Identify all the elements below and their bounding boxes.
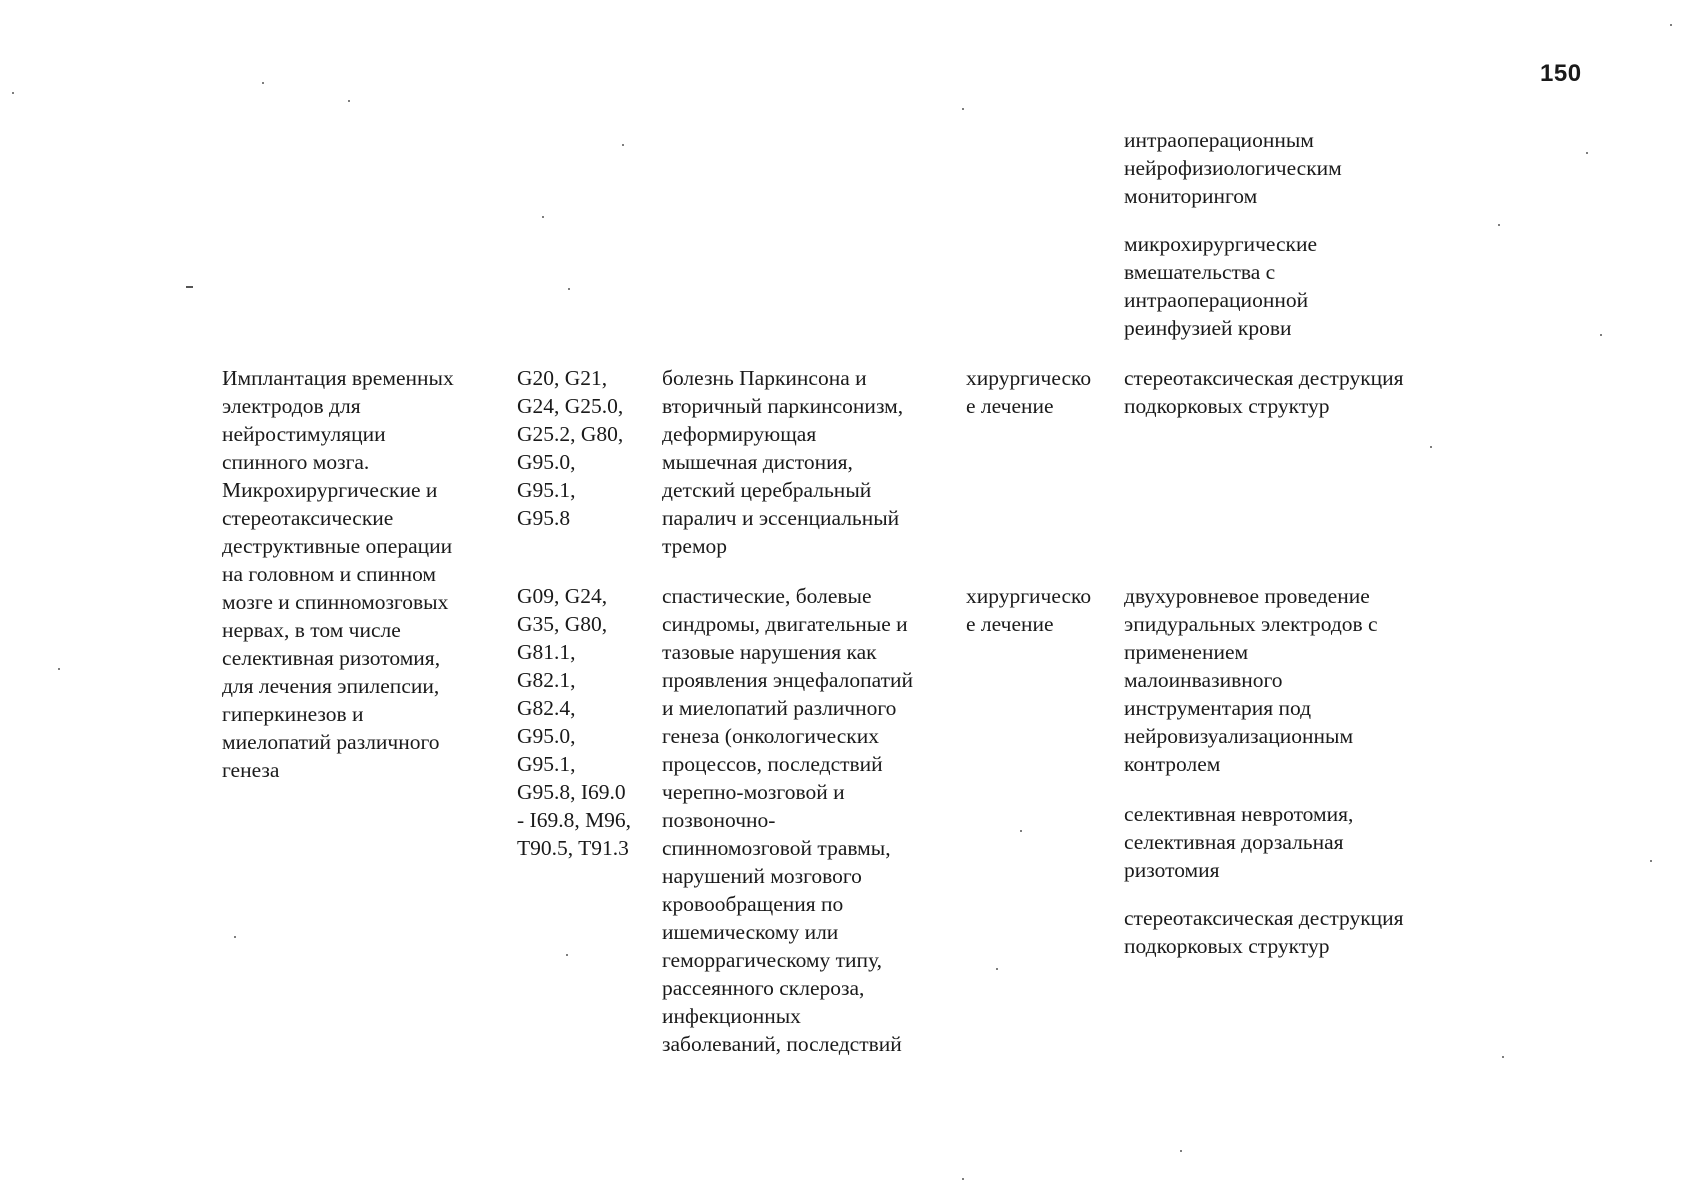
scan-speck <box>1670 24 1672 26</box>
diagnosis-cell: болезнь Паркинсона и вторичный паркинсонизм, деформирующая мышечная дистония, детский церебральный паралич и эссенциальный тремор <box>662 366 904 558</box>
scan-speck <box>58 668 60 670</box>
scan-speck <box>962 108 964 110</box>
procedure-cell: интраоперационным нейрофизиологическим мониторингом <box>1124 128 1342 208</box>
icd-codes-cell: G09, G24, G35, G80, G81.1, G82.1, G82.4, G95.0, G95.1, G95.8, I69.0 - I69.8, M96, T90.5, T91.3 <box>517 584 632 860</box>
scan-speck <box>996 968 998 970</box>
scan-speck <box>1650 860 1652 862</box>
scan-speck <box>566 954 568 956</box>
scan-speck <box>1502 1056 1504 1058</box>
scan-speck <box>262 82 264 84</box>
scan-speck <box>12 92 14 94</box>
method-cell: Имплантация временных электродов для нейростимуляции спинного мозга. Микрохирургические и стереотаксические деструктивные операции на головном и спинном мозге и спинномозговых нервах, в том числе селективная ризотомия, для лечения эпилепсии, гиперкинезов и миелопатий различного генеза <box>222 366 454 782</box>
procedure-cell: двухуровневое проведение эпидуральных электродов с применением малоинвазивного инструментария под нейровизуализационным контролем <box>1124 584 1378 776</box>
scan-speck <box>1180 1150 1182 1152</box>
scan-speck <box>568 288 570 290</box>
procedure-cell: стереотаксическая деструкция подкорковых структур <box>1124 366 1404 418</box>
treatment-type-cell: хирургическо е лечение <box>966 584 1092 636</box>
scan-speck <box>348 100 350 102</box>
scan-speck <box>1586 152 1588 154</box>
scan-speck <box>542 216 544 218</box>
scan-speck <box>186 286 193 288</box>
scan-speck <box>622 144 624 146</box>
procedure-cell: селективная невротомия, селективная дорзальная ризотомия <box>1124 802 1354 882</box>
diagnosis-cell: спастические, болевые синдромы, двигательные и тазовые нарушения как проявления энцефалопатий и миелопатий различного генеза (онкологических процессов, последствий черепно-мозговой и позвоночно- спинномозговой травмы, нарушений мозгового кровообращения по ишемическому или геморрагическому типу, рассеянного склероза, инфекционных заболеваний, последствий <box>662 584 913 1056</box>
scan-speck <box>1498 224 1500 226</box>
scan-speck <box>234 936 236 938</box>
page-number: 150 <box>1540 60 1582 87</box>
treatment-type-cell: хирургическо е лечение <box>966 366 1092 418</box>
scan-speck <box>962 1178 964 1180</box>
scan-speck <box>1600 334 1602 336</box>
procedure-cell: стереотаксическая деструкция подкорковых структур <box>1124 906 1404 958</box>
procedure-cell: микрохирургические вмешательства с интраоперационной реинфузией крови <box>1124 232 1317 340</box>
scan-speck <box>1020 830 1022 832</box>
icd-codes-cell: G20, G21, G24, G25.0, G25.2, G80, G95.0, G95.1, G95.8 <box>517 366 624 530</box>
scan-speck <box>1430 446 1432 448</box>
